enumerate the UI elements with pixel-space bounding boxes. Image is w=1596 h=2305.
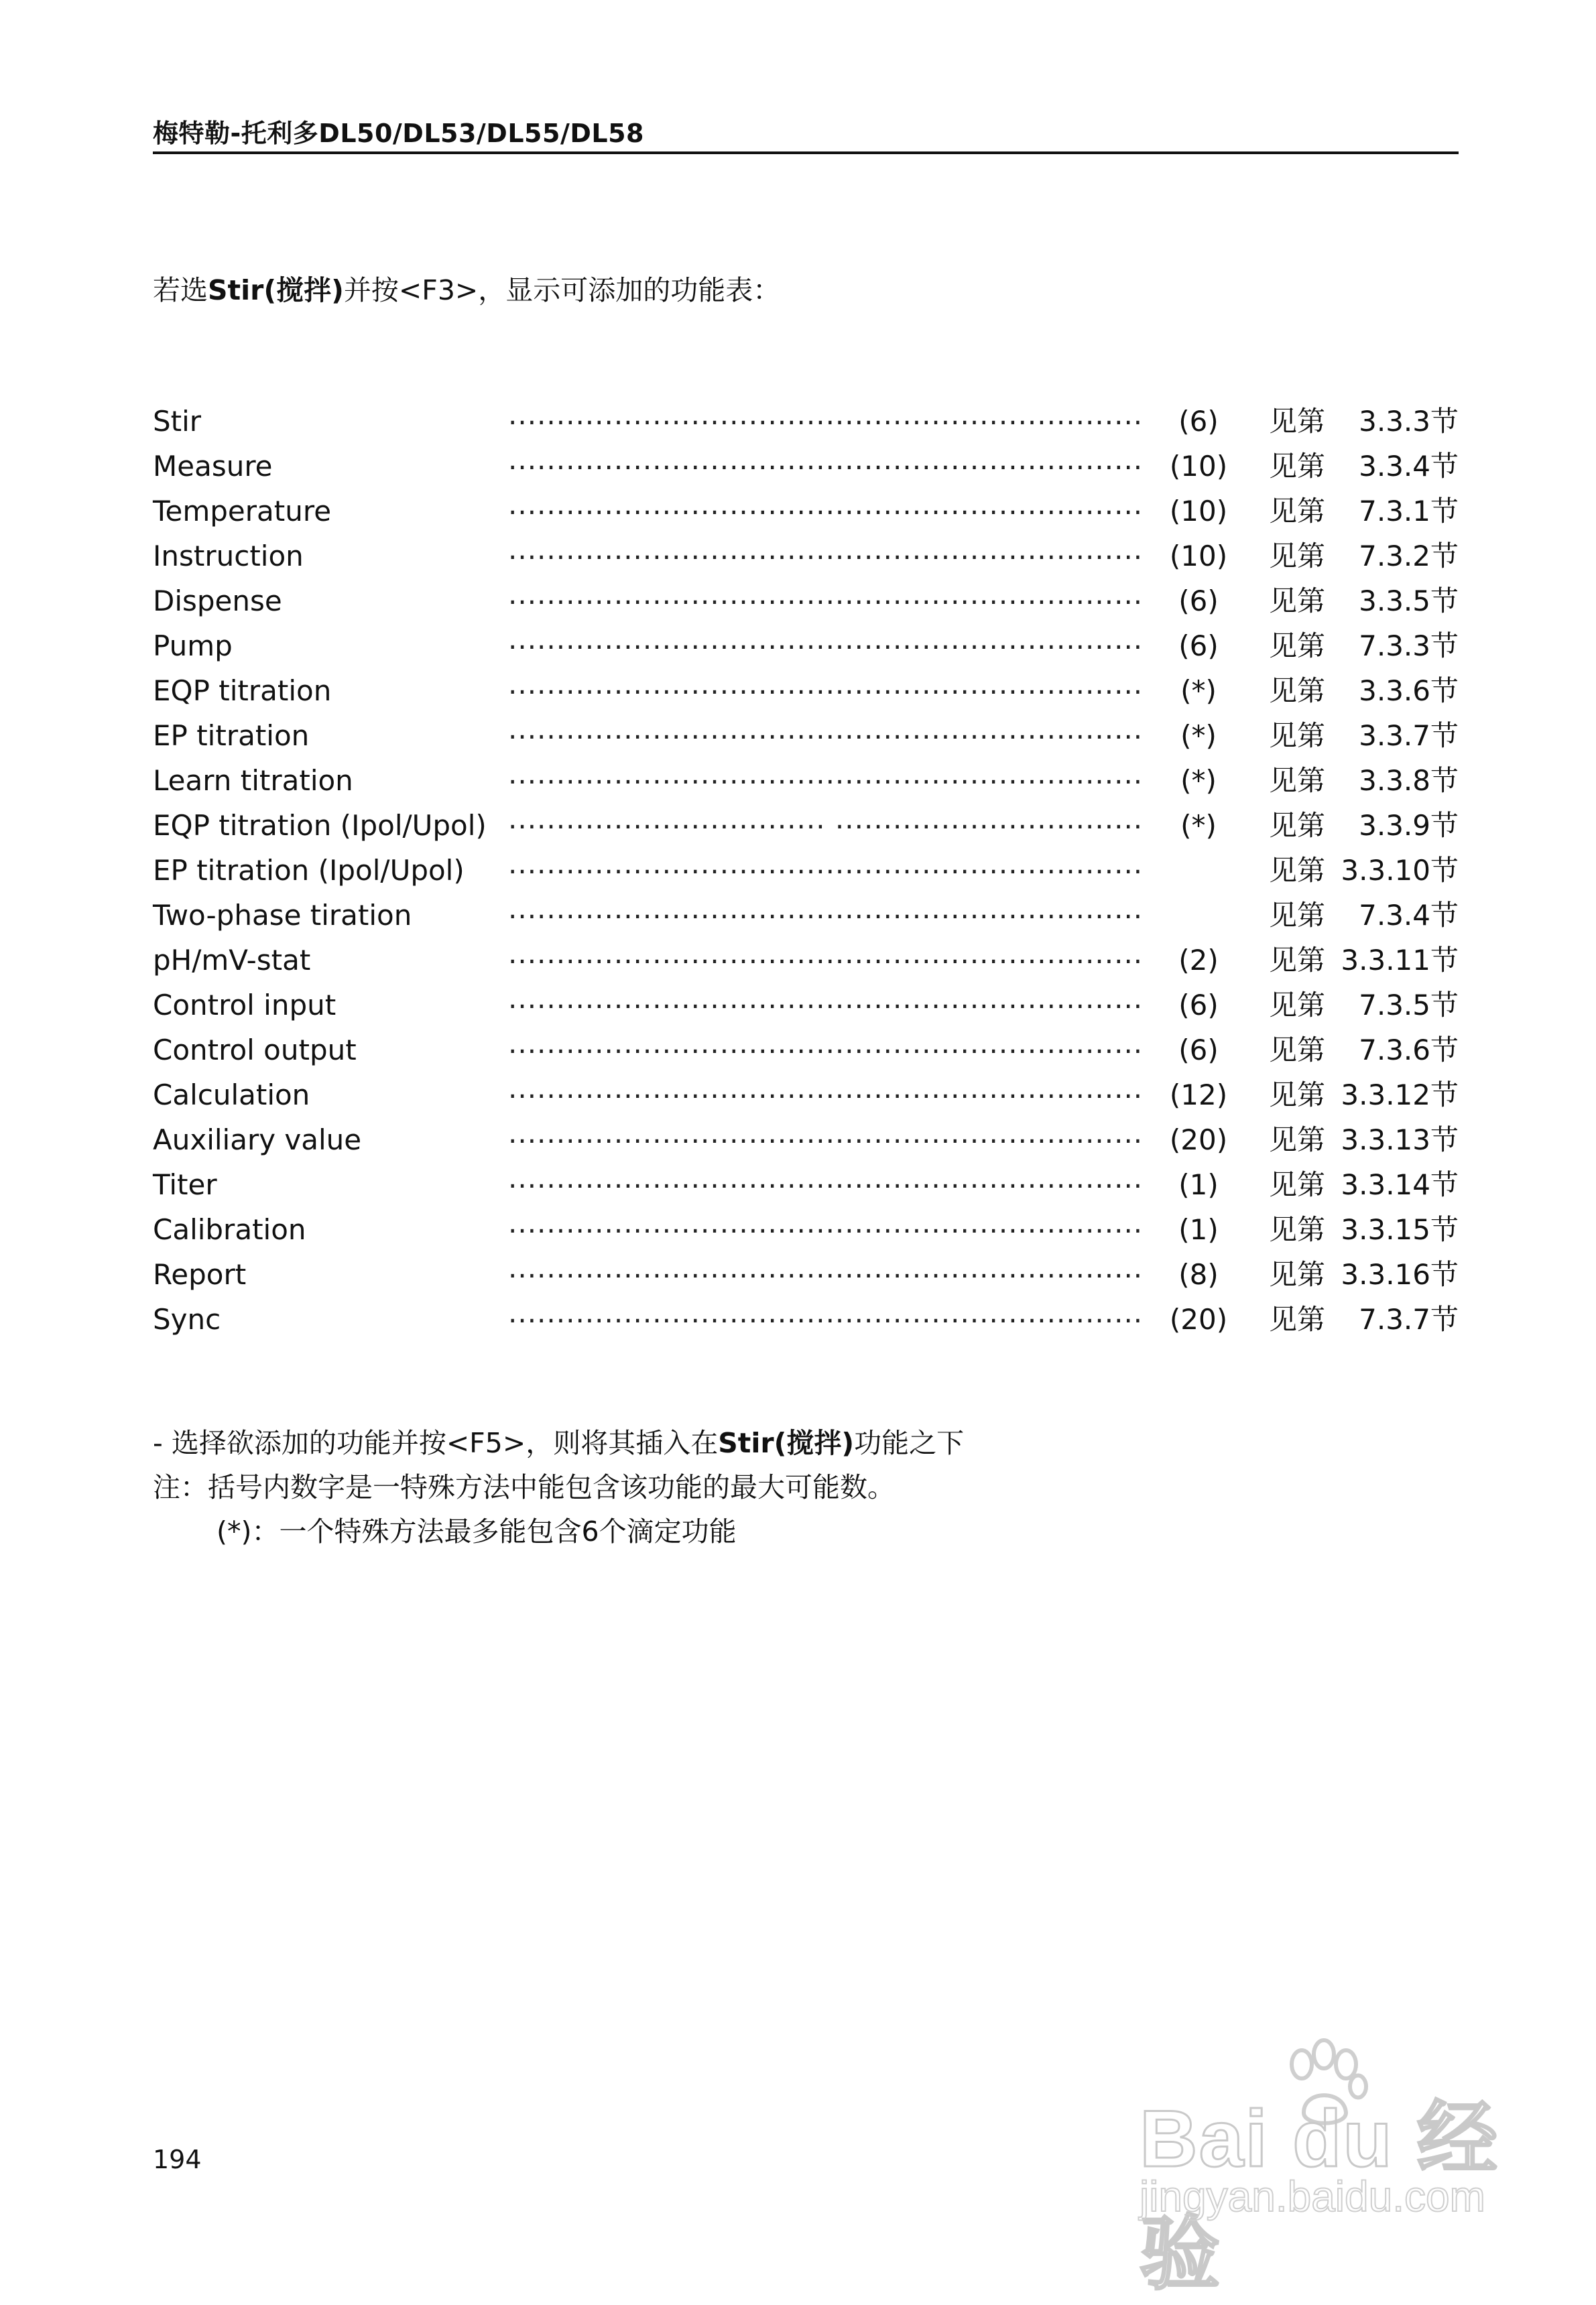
max-count: (2) [1178,944,1219,977]
leader-dots: .................................................................. [508,1251,1144,1284]
intro-prefix: 若选 [153,274,208,306]
see-label: 见第 [1269,1303,1326,1336]
section-ref: 3.3.14节 [1341,1168,1459,1201]
note-bracket-meaning: 注：括号内数字是一特殊方法中能包含该功能的最大可能数。 [153,1471,895,1503]
function-name: Learn titration [153,764,353,797]
section-ref: 7.3.3节 [1359,629,1459,662]
max-count: (12) [1169,1078,1228,1111]
intro-bold-term: Stir(搅拌) [208,274,344,306]
max-count: (*) [1180,719,1217,752]
max-count: (*) [1180,809,1217,842]
leader-dots: .................................................................. [508,1162,1144,1194]
section-ref: 3.3.15节 [1341,1213,1459,1246]
section-ref: 3.3.9节 [1359,809,1459,842]
max-count: (6) [1178,989,1219,1021]
see-label: 见第 [1269,989,1326,1021]
function-name: Sync [153,1303,221,1336]
leader-dots: .................................................................. [508,488,1144,521]
max-count: (10) [1169,495,1228,527]
function-name: Calibration [153,1213,306,1246]
note-asterisk-meaning: (*)：一个特殊方法最多能包含6个滴定功能 [217,1515,737,1548]
max-count: (8) [1178,1258,1219,1291]
see-label: 见第 [1269,719,1326,752]
max-count: (*) [1180,674,1217,707]
function-name: EQP titration (Ipol/Upol) [153,809,487,842]
function-name: Dispense [153,584,282,617]
section-ref: 7.3.7节 [1359,1303,1459,1336]
see-label: 见第 [1269,405,1326,438]
max-count: (1) [1178,1213,1219,1246]
function-name: Titer [153,1168,217,1201]
section-ref: 3.3.10节 [1341,854,1459,887]
function-name: EQP titration [153,674,332,707]
see-label: 见第 [1269,1123,1326,1156]
section-ref: 3.3.4节 [1359,450,1459,483]
section-ref: 7.3.4节 [1359,899,1459,932]
section-ref: 3.3.6节 [1359,674,1459,707]
see-label: 见第 [1269,1034,1326,1066]
see-label: 见第 [1269,854,1326,887]
function-name: Measure [153,450,273,483]
page-header-title: 梅特勒-托利多DL50/DL53/DL55/DL58 [153,119,644,148]
leader-dots: .................................................................. [508,398,1144,431]
see-label: 见第 [1269,584,1326,617]
leader-dots: .................................................................. [508,443,1144,476]
baidu-watermark [1140,2034,1515,2299]
leader-dots: .................................................................. [508,668,1144,700]
function-name: Auxiliary value [153,1123,362,1156]
section-ref: 3.3.5节 [1359,584,1459,617]
see-label: 见第 [1269,1258,1326,1291]
leader-dots: .................................................................. [508,623,1144,656]
section-ref: 3.3.12节 [1341,1078,1459,1111]
section-ref: 3.3.3节 [1359,405,1459,438]
note-instruction-prefix: - 选择欲添加的功能并按<F5>，则将其插入在 [153,1427,719,1459]
leader-dots: .................................................................. [508,982,1144,1015]
see-label: 见第 [1269,450,1326,483]
function-name: Temperature [153,495,332,527]
max-count: (1) [1178,1168,1219,1201]
watermark-url: jingyan.baidu.com [1140,2172,1485,2221]
leader-dots: .................................................................. [508,533,1144,566]
see-label: 见第 [1269,899,1326,932]
max-count: (6) [1178,629,1219,662]
leader-dots: .................................................................. [508,1072,1144,1105]
function-name: Control output [153,1034,357,1066]
max-count: (10) [1169,540,1228,572]
function-table [153,399,1459,1342]
max-count: (*) [1180,764,1217,797]
see-label: 见第 [1269,944,1326,977]
function-name: EP titration (Ipol/Upol) [153,854,465,887]
function-name: Stir [153,405,202,438]
see-label: 见第 [1269,1168,1326,1201]
max-count: (20) [1169,1123,1228,1156]
see-label: 见第 [1269,1213,1326,1246]
section-ref: 3.3.13节 [1341,1123,1459,1156]
header-divider [153,151,1459,154]
see-label: 见第 [1269,809,1326,842]
intro-suffix: 并按<F3>，显示可添加的功能表： [343,274,781,306]
section-ref: 7.3.6节 [1359,1034,1459,1066]
section-ref: 3.3.8节 [1359,764,1459,797]
section-ref: 3.3.16节 [1341,1258,1459,1291]
function-name: Calculation [153,1078,310,1111]
function-name: EP titration [153,719,310,752]
section-ref: 7.3.1节 [1359,495,1459,527]
notes-section [153,1421,964,1554]
leader-dots: .................................................................. [508,1027,1144,1060]
section-ref: 3.3.11节 [1341,944,1459,977]
section-ref: 7.3.5节 [1359,989,1459,1021]
section-ref: 7.3.2节 [1359,540,1459,572]
see-label: 见第 [1269,764,1326,797]
leader-dots: .................................................................. [508,1117,1144,1149]
watermark-brand: Bai du 经验 [1140,2094,1499,2299]
leader-dots: .................................................................. [508,847,1144,880]
intro-paragraph [153,268,780,308]
max-count: (6) [1178,1034,1219,1066]
max-count: (20) [1169,1303,1228,1336]
note-instruction-bold: Stir(搅拌) [718,1427,855,1459]
leader-dots: .................................................................. [508,757,1144,790]
leader-dots: .................................................................. [508,1206,1144,1239]
note-instruction [153,1421,964,1465]
see-label: 见第 [1269,629,1326,662]
leader-dots: .................................................................. [508,578,1144,611]
max-count: (10) [1169,450,1228,483]
leader-dots: .................................................................. [508,892,1144,925]
note-instruction-suffix: 功能之下 [854,1427,965,1459]
function-name: pH/mV-stat [153,944,311,977]
leader-dots: .................................................................. [508,712,1144,745]
see-label: 见第 [1269,540,1326,572]
function-name: Instruction [153,540,304,572]
function-name: Report [153,1258,247,1291]
max-count: (6) [1178,584,1219,617]
see-label: 见第 [1269,1078,1326,1111]
function-name: Two-phase tiration [153,899,412,932]
section-ref: 3.3.7节 [1359,719,1459,752]
see-label: 见第 [1269,674,1326,707]
function-row [153,1297,1459,1342]
leader-dots: ................................. ................................ [508,802,1144,835]
function-name: Pump [153,629,233,662]
function-name: Control input [153,989,336,1021]
leader-dots: .................................................................. [508,937,1144,970]
page-number: 194 [153,2145,202,2174]
see-label: 见第 [1269,495,1326,527]
max-count: (6) [1178,405,1219,438]
leader-dots: .................................................................. [508,1296,1144,1329]
